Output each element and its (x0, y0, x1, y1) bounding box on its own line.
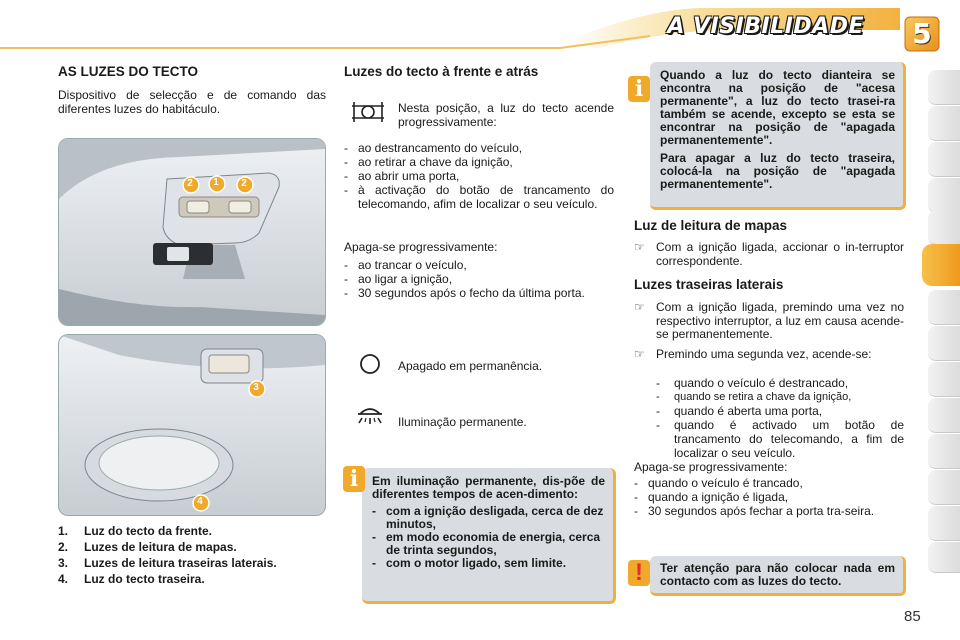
warning-text: Ter atenção para não colocar nada em contacto com as luzes do tecto. (660, 561, 895, 588)
chapter-tab-active[interactable] (922, 244, 960, 286)
bullet-paragraph: ☞ Com a ignição ligada, accionar o in-terruptor correspondente. (634, 240, 904, 268)
bullet-paragraph: ☞ Premindo uma segunda vez, acende-se: (634, 347, 872, 361)
rear-on-list (656, 376, 904, 460)
section-heading: Luzes do tecto à frente e atrás (344, 64, 539, 79)
legend-item: 2. Luzes de leitura de mapas. (58, 540, 237, 554)
callout-label: 4 (197, 496, 203, 507)
warning-icon: ! (628, 560, 650, 586)
info-text: Para apagar a luz do tecto traseira, colocá-la na posição de "apagada permanentemente". (660, 151, 895, 191)
legend-item: 3. Luzes de leitura traseiras laterais. (58, 556, 277, 570)
list-item: - quando é activado um botão de trancamento do telecomando, a fim de localizar o seu veículo. (656, 418, 904, 460)
lamp-off-icon (358, 352, 382, 376)
chapter-tab[interactable] (928, 398, 960, 433)
callout-label: 1 (213, 177, 219, 188)
list-item: - ao retirar a chave da ignição, (344, 155, 513, 169)
legend-item: 4. Luz do tecto traseira. (58, 572, 205, 586)
chapter-tab[interactable] (928, 326, 960, 361)
callout-label: 3 (253, 382, 259, 393)
list-item: - quando a ignição é ligada, (634, 490, 789, 504)
front-roof-light-illustration (58, 138, 326, 326)
page-title: A VISIBILIDADE (667, 14, 864, 39)
chapter-tab[interactable] (928, 142, 960, 177)
list-item: - à activação do botão de trancamento do telecomando, afim de localizar o seu veículo. (344, 183, 614, 211)
rear-off-list (634, 476, 904, 518)
legend-list (58, 524, 326, 588)
list-item: - 30 segundos após o fecho da última porta. (344, 286, 585, 300)
info-box-rear-light (650, 62, 906, 210)
pointer-icon: ☞ (634, 347, 645, 361)
section-heading: Luzes traseiras laterais (634, 277, 784, 292)
fade-label: Apaga-se progressivamente: (634, 460, 788, 474)
chapter-tab[interactable] (928, 542, 960, 573)
list-item: - ao destrancamento do veículo, (344, 141, 523, 155)
pointer-icon: ☞ (634, 240, 645, 254)
page-number: 85 (904, 608, 921, 625)
list-item: - quando o veículo é destrancado, (656, 376, 849, 390)
info-icon: i (628, 76, 650, 102)
list-item: - quando é aberta uma porta, (656, 404, 823, 418)
callout-label: 2 (241, 178, 247, 189)
chapter-tab[interactable] (928, 470, 960, 505)
list-item: - com o motor ligado, sem limite. (372, 556, 567, 570)
pointer-icon: ☞ (634, 300, 645, 314)
lamp-permanent-on-icon (354, 406, 386, 432)
info-text: Quando a luz do tecto dianteira se encontra na posição de "acesa permanente", a luz do tecto trasei-ra também se acende, excepto se esta se encontrar na posição de "apagada permanentemente". (660, 68, 895, 147)
chapter-tab[interactable] (928, 506, 960, 541)
chapter-tab[interactable] (928, 362, 960, 397)
lamp-on-door-icon (350, 100, 386, 124)
list-item: - ao ligar a ignição, (344, 272, 453, 286)
list-item: - em modo economia de energia, cerca de trinta segundos, (372, 530, 601, 557)
position-text: Nesta posição, a luz do tecto acende progressivamente: (398, 101, 614, 129)
info-icon: i (343, 466, 365, 492)
list-item: - quando se retira a chave da ignição, (656, 391, 852, 403)
section-heading: Luz de leitura de mapas (634, 218, 788, 233)
chapter-tab[interactable] (928, 106, 960, 141)
chapter-tab[interactable] (928, 70, 960, 105)
list-item: - ao abrir uma porta, (344, 169, 460, 183)
chapter-tab[interactable] (928, 178, 960, 213)
legend-item: 1. Luz do tecto da frente. (58, 524, 213, 538)
callout-label: 2 (187, 178, 193, 189)
list-item: - ao trancar o veículo, (344, 258, 467, 272)
info-list (372, 505, 605, 570)
on-mode-text: Iluminação permanente. (398, 415, 527, 429)
intro-text: Dispositivo de selecção e de comando das diferentes luzes do habitáculo. (58, 88, 326, 116)
rear-roof-light-illustration (58, 334, 326, 516)
bullet-paragraph: ☞ Com a ignição ligada, premindo uma vez no respectivo interruptor, a luz em causa acende-se permanentemente. (634, 300, 904, 341)
info-box-durations (362, 468, 616, 604)
warning-box (650, 556, 906, 596)
off-mode-text: Apagado em permanência. (398, 359, 543, 373)
chapter-tab[interactable] (928, 210, 960, 245)
chapter-tab[interactable] (928, 290, 960, 325)
list-item: - com a ignição desligada, cerca de dez minutos, (372, 504, 604, 531)
fade-label: Apaga-se progressivamente: (344, 240, 498, 254)
section-heading: AS LUZES DO TECTO (58, 64, 199, 79)
list-item: - 30 segundos após fechar a porta tra-seira. (634, 504, 875, 518)
off-conditions-list (344, 258, 614, 300)
info-text: Em iluminação permanente, dis-põe de diferentes tempos de acen-dimento: (372, 474, 605, 501)
chapter-tab[interactable] (928, 434, 960, 469)
on-conditions-list (344, 141, 614, 211)
rear-roof-light-icon (59, 335, 325, 515)
chapter-number: 5 (912, 17, 932, 50)
list-item: - quando o veículo é trancado, (634, 476, 803, 490)
front-roof-light-icon (59, 139, 325, 325)
